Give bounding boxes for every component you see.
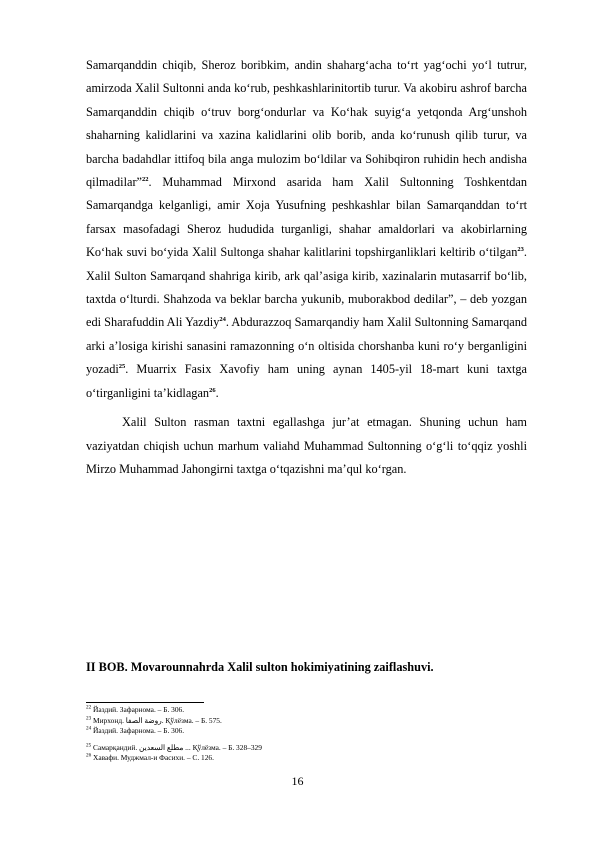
footnote-ref-22[interactable]: 22 [142,175,149,183]
footnote-ref-23[interactable]: 23 [517,246,524,254]
footnote-number: 25 [86,742,92,749]
footnote-number: 26 [86,752,92,759]
page-body [86,54,527,481]
page-number: 16 [291,774,304,788]
footnote-ref-26[interactable]: 26 [209,386,216,394]
footnote-number: 24 [86,725,92,732]
footnote-23 [86,716,527,727]
paragraph-text: Samarqanddin chiqib, Sheroz boribkim, andin shaharg‘acha to‘rt yag‘ochi yo‘l tutrur, amirzoda Xalil Sultonni anda ko‘rub, peshkashlarinitortib turur. Va akobiru ashrof barcha Samarqanddin chiqib o‘truv borg‘ondurlar va Ko‘hak suyig‘a yetqonda Arg‘unshoh shaharning kalidlarini va xazina kalidlarini olib borib, anda ko‘runush qilib turur, va barcha badahdlar ittifoq bila anga mulozim bo‘ldilar va Sohibqiron ruhidin hech andisha qilmadilar” [86,58,527,190]
footnote-number: 23 [86,715,92,722]
paragraph-text: . Xalil Sulton Samarqand shahriga kirib, ark qal’asiga kirib, xazinalarin mutasarrif bo‘lib, taxtda o‘lturdi. Shahzoda va beklar barcha yukunib, muborakbod dedilar”, – deb yozgan edi Sharafuddin Ali Yazdiy [86,245,527,330]
paragraph-text: . [215,385,219,400]
footnote-text: Йаздий. Зафарнома. – Б. 306. [91,726,185,736]
body-paragraph-2 [86,411,527,481]
footnote-number: 22 [86,704,92,711]
footnote-22 [86,705,527,716]
paragraph-text: . Abdurazzoq Samarqandiy ham Xalil Sultonning Samarqand arki a’losiga kirishi sanasini ramazonning o‘n oltisida chorshanba kuni ro‘y berganligini yozadi [86,315,527,377]
footnote-text: Йаздий. Зафарнома. – Б. 306. [91,705,185,714]
paragraph-text: . Muhammad Mirxond asarida ham Xalil Sultonning Toshkentdan Samarqandga kelganligi, amir Xoja Yusufning peshkashlar bilan Samarqanddan to‘rt farsax masofadagi Sheroz hududida turganligi, shahar amaldorlari va akobirlarning Ko‘hak suvi bo‘yida Xalil Sultonga shahar kalitlarini topshirganliklari keltirib o‘tilgan [86,175,527,260]
footnote-separator [86,702,204,703]
footnote-ref-25[interactable]: 25 [118,363,126,371]
footnote-text: Хавафи. Муджмал-и Фасихи. – С. 126. [91,753,214,763]
footnote-ref-24[interactable]: 24 [219,316,226,324]
body-paragraph-1 [86,54,527,405]
footnote-text: Самарқандий. مطلع السعدين ... Қўлёзма. – Б. 328–329 [91,742,262,752]
chapter-heading: II BOB. Movarounnahrda Xalil sulton hokimiyatining zaiflashuvi. [86,660,434,674]
footnote-26 [86,753,527,764]
footnote-25 [86,743,527,754]
paragraph-text: . Muarrix Fasix Xavofiy ham uning aynan 1405-yil 18-mart kuni taxtga o‘tirganligini ta’kidlagan [86,362,527,400]
footnote-text: Мирхонд. روضة الصفا. Қўлёзма. – Б. 575. [91,715,222,725]
paragraph-text: Xalil Sulton rasman taxtni egallashga jur’at etmagan. Shuning uchun ham vaziyatdan chiqish uchun marhum valiahd Muhammad Sultonning o‘g‘li to‘qqiz yoshli Mirzo Muhammad Jahongirni taxtga o‘tqazishni ma’qul ko‘rgan. [86,415,527,476]
footnotes [86,705,527,764]
footnote-24 [86,726,527,737]
